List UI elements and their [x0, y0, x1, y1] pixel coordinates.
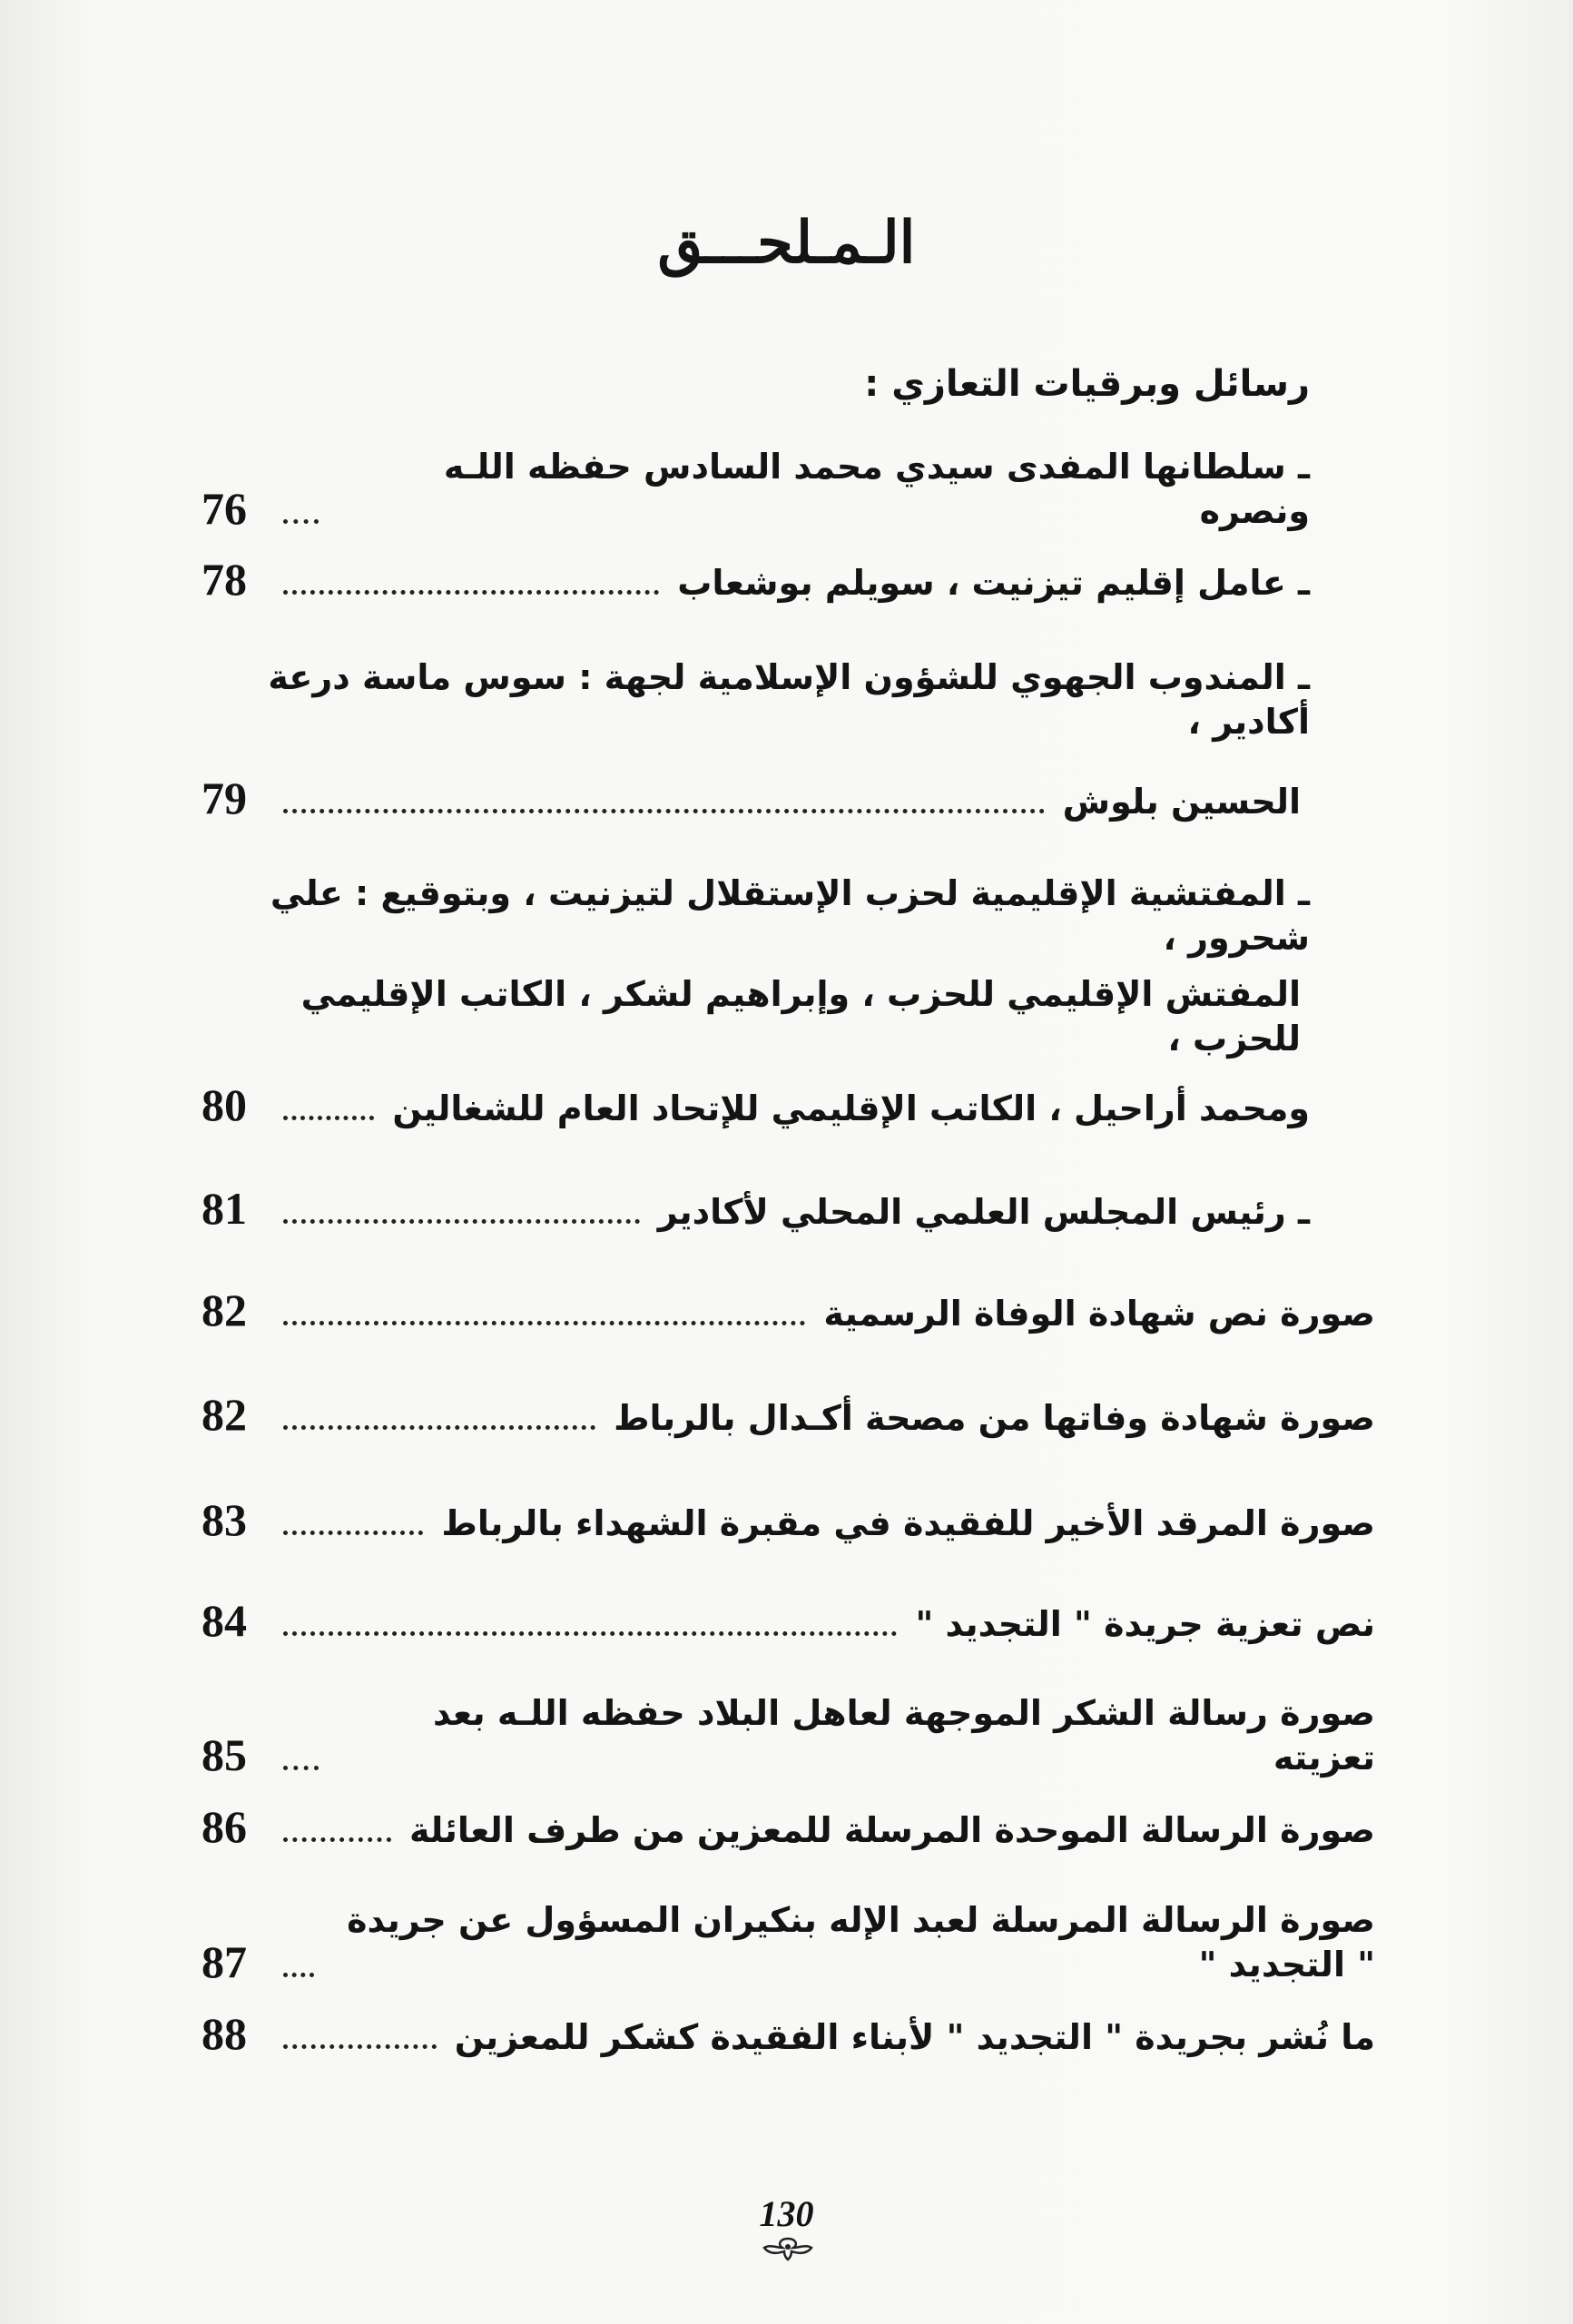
- entry-page: 76: [202, 482, 247, 534]
- entry-page: 82: [202, 1285, 247, 1335]
- toc-entry: [202, 1793, 1375, 1853]
- toc-entry: [202, 1276, 1375, 1336]
- leader-dots: [283, 1837, 391, 1842]
- leader-dots: [283, 1973, 314, 1977]
- entry-text: ومحمد أراحيل ، الكاتب الإقليمي للإتحاد العام للشغالين: [392, 1088, 1310, 1128]
- toc-entry: [202, 2000, 1375, 2060]
- entry-text: صورة نص شهادة الوفاة الرسمية: [823, 1293, 1375, 1334]
- entry-page: 88: [202, 2008, 247, 2059]
- entry-text: ـ رئيس المجلس العلمي المحلي لأكادير: [657, 1191, 1310, 1232]
- toc-entry: [202, 1691, 1375, 1781]
- entry-page: 87: [202, 1935, 247, 1987]
- toc-entry: [202, 764, 1301, 824]
- entry-page: 84: [202, 1595, 247, 1646]
- entry-page: 85: [202, 1728, 247, 1780]
- toc-entry: [202, 546, 1310, 606]
- page-number: 130: [759, 2193, 814, 2234]
- entry-text: صورة الرسالة المرسلة لعبد الإله بنكيران المسؤول عن جريدة " التجديد ": [347, 1900, 1375, 1985]
- toc-entry: [202, 1898, 1375, 1988]
- entry-page: 83: [202, 1494, 247, 1545]
- leader-dots: [283, 2044, 437, 2049]
- floral-ornament-icon: [761, 2235, 815, 2262]
- toc-entry: [202, 1175, 1310, 1235]
- section-heading: رسائل وبرقيات التعازي :: [864, 363, 1310, 405]
- toc-entry: [202, 1071, 1310, 1131]
- leader-dots: [283, 1631, 897, 1636]
- entry-text: صورة شهادة وفاتها من مصحة أكـدال بالرباط: [614, 1397, 1375, 1438]
- leader-dots: [283, 1321, 805, 1325]
- entry-page: 79: [202, 773, 247, 823]
- leader-dots: [283, 1531, 423, 1535]
- leader-dots: [283, 519, 319, 524]
- entry-page: 82: [202, 1389, 247, 1440]
- toc-entry-line: المفتش الإقليمي للحزب ، وإبراهيم لشكر ، الكاتب الإقليمي للحزب ،: [300, 974, 1301, 1059]
- toc-entry: [202, 1381, 1375, 1441]
- entry-text: صورة الرسالة الموحدة المرسلة للمعزين من طرف العائلة: [409, 1809, 1375, 1850]
- entry-page: 81: [202, 1183, 247, 1234]
- entry-text: نص تعزية جريدة " التجديد ": [915, 1603, 1375, 1644]
- toc-entry: [202, 1587, 1375, 1647]
- entry-text: صورة رسالة الشكر الموجهة لعاهل البلاد حفظه اللـه بعد تعزيته: [432, 1693, 1375, 1778]
- entry-page: 78: [202, 554, 247, 605]
- entry-text: ـ عامل إقليم تيزنيت ، سويلم بوشعاب: [677, 562, 1310, 603]
- entry-page: 80: [202, 1079, 247, 1130]
- leader-dots: [283, 1219, 640, 1224]
- leader-dots: [283, 1116, 374, 1120]
- toc-entry-line: ـ المفتشية الإقليمية لحزب الإستقلال لتيزنيت ، وبتوقيع : علي شحرور ،: [270, 873, 1310, 959]
- leader-dots: [283, 590, 659, 595]
- entry-text: ما نُشر بجريدة " التجديد " لأبناء الفقيدة كشكر للمعزين: [454, 2016, 1375, 2057]
- page-title: الـمـلحـــق: [657, 209, 916, 277]
- leader-dots: [283, 1425, 595, 1430]
- entry-text: الحسين بلوش: [1062, 781, 1301, 822]
- toc-entry: [202, 445, 1310, 535]
- entry-page: 86: [202, 1801, 247, 1852]
- leader-dots: [283, 809, 1045, 813]
- toc-entry-line: ـ المندوب الجهوي للشؤون الإسلامية لجهة : سوس ماسة درعة أكادير ،: [268, 657, 1310, 743]
- entry-text: صورة المرقد الأخير للفقيدة في مقبرة الشهداء بالرباط: [441, 1502, 1375, 1543]
- entry-text: ـ سلطانها المفدى سيدي محمد السادس حفظه اللـه ونصره: [443, 447, 1310, 532]
- toc-entry: [202, 1486, 1375, 1546]
- leader-dots: [283, 1766, 319, 1770]
